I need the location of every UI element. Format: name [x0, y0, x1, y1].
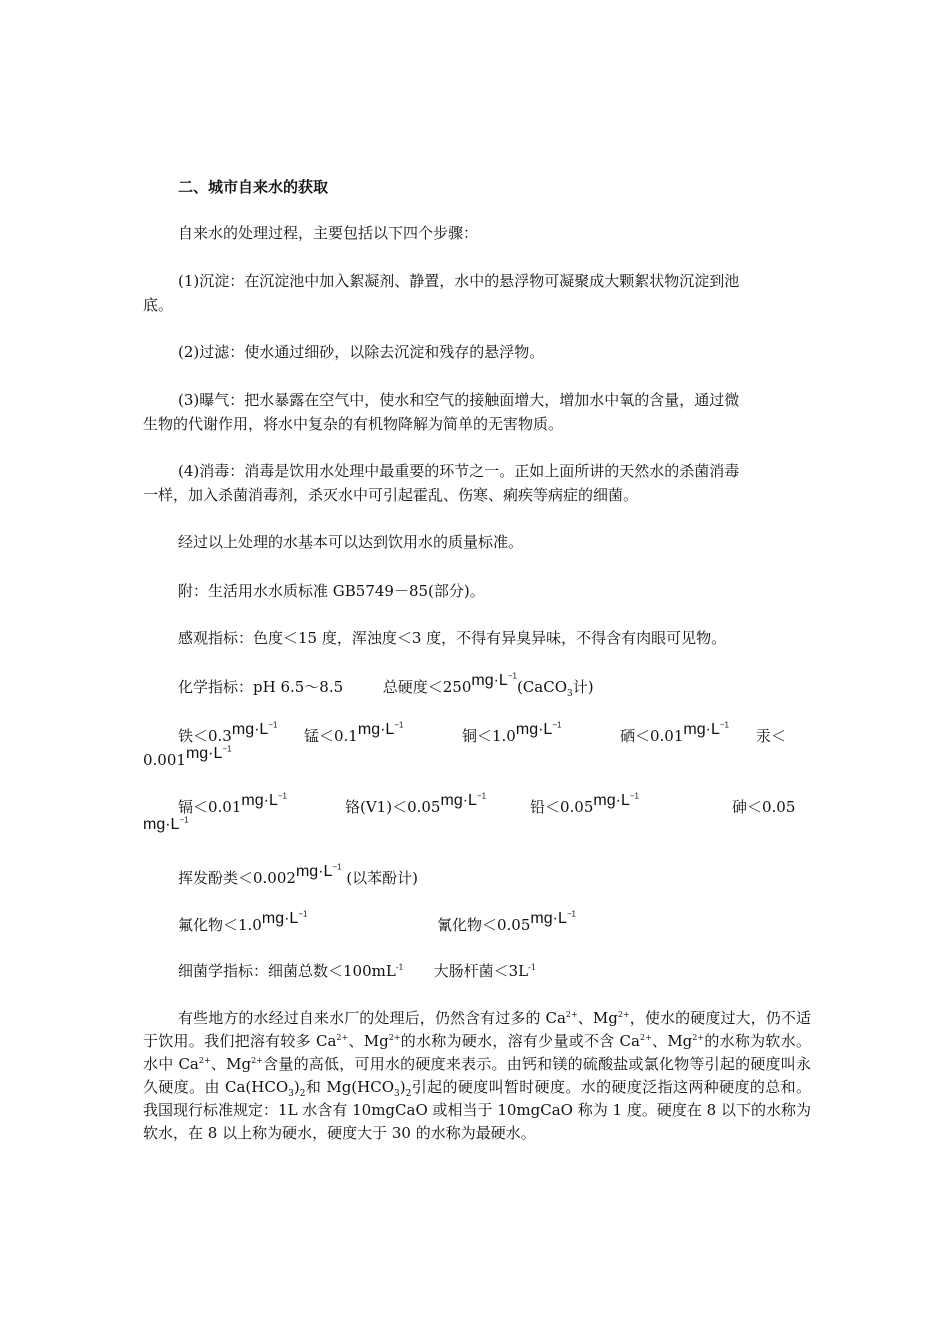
step3-line1: (3)曝气：把水暴露在空气中，使水和空气的接触面增大，增加水中氧的含量，通过微 [178, 391, 740, 409]
step3-line2: 生物的代谢作用，将水中复杂的有机物降解为简单的无害物质。 [143, 415, 564, 433]
intro-text: 自来水的处理过程，主要包括以下四个步骤： [178, 224, 479, 242]
copper-limit: 铜$<1.0mg\cdot L^{-1}$ [462, 720, 562, 745]
chemical-indicators: 化学指标：pH 6.5～8.5 总硬度$<250mg\cdot L^{-1}(CaCO_3$计) [178, 671, 594, 699]
step1-line2: 底。 [143, 296, 174, 314]
mercury-limit: $0.001mg\cdot L^{-1}$ [143, 744, 232, 769]
lead-limit: 铅$<0.05mg\cdot L^{-1}$ [530, 791, 639, 816]
appendix-text: 附：生活用水水质标准 GB5749－85(部分)。 [178, 582, 485, 600]
selenium-limit: 硒$<0.01mg\cdot L^{-1}$ [620, 720, 729, 745]
bacterial-indicators: 细菌学指标：细菌总数$<100mL^{-1}$ 大肠杆菌$<3L^{-1}$ [178, 962, 536, 980]
chromium-limit: 铬$(V1)<0.05mg\cdot L^{-1}$ [345, 791, 487, 816]
total-hardness: 总硬度＜250 [382, 678, 472, 696]
manganese-limit: 锰$<0.1mg\cdot L^{-1}$ [304, 720, 404, 745]
step1-line1: (1)沉淀：在沉淀池中加入絮凝剂、静置，水中的悬浮物可凝聚成大颗絮状物沉淀到池 [178, 272, 740, 290]
arsenic-label: 砷＜0.05 [732, 798, 796, 816]
phenol-limit: 挥发酚类$<0.002mg\cdot L^{-1}$ (以苯酚计) [178, 862, 419, 887]
step4-line1: (4)消毒：消毒是饮用水处理中最重要的环节之一。正如上面所讲的天然水的杀菌消毒 [178, 462, 740, 480]
step4-line2: 一样，加入杀菌消毒剂，杀灭水中可引起霍乱、伤寒、痢疾等病症的细菌。 [143, 486, 639, 504]
cyanide-limit: 氰化物$<0.05mg\cdot L^{-1}$ [437, 909, 576, 934]
section-heading: 二、城市自来水的获取 [178, 178, 329, 196]
step2-text: (2)过滤：使水通过细砂，以除去沉淀和残存的悬浮物。 [178, 343, 545, 361]
mercury-label: 汞＜ [756, 727, 787, 745]
arsenic-unit: $mg\cdot L^{-1}$ [143, 815, 189, 833]
sensory-indicators: 感观指标：色度＜15 度，浑浊度＜3 度，不得有异臭异味，不得含有肉眼可见物。 [178, 629, 727, 647]
summary-text: 经过以上处理的水基本可以达到饮用水的质量标准。 [178, 533, 524, 551]
hardness-paragraph: 有些地方的水经过自来水厂的处理后，仍然含有过多的 $Ca^{2+}$、$Mg^{2+}$，使水的硬度过大，仍不适于饮用。我们把溶有较多 $Ca^{2+}$、$Mg^{2+}$的水称为硬水，溶有少量或不含 $Ca^{2+}$、$Mg^{2+}$的水称为软水。水中 $Ca^{2+}$、$Mg^{2+}$含量的高低，可用水的硬度来表示。由钙和镁的硫酸盐或氯化物等引起的硬度叫永久硬度。由 $Ca(HCO_3)_2$和 $Mg(HCO_3)_2$引起的硬度叫暂时硬度。水的硬度泛指这两种硬度的总和。我国现行标准规定：1L 水含有 10mgCaO 或相当于 10mgCaO 称为 1 度。硬度在 8 以下的水称为软水，在 8 以上称为硬水，硬度大于 30 的水称为最硬水。 [143, 1009, 811, 1142]
chem-label: 化学指标：pH 6.5～8.5 [178, 678, 344, 696]
cadmium-limit: 镉$<0.01mg\cdot L^{-1}$ [178, 791, 287, 816]
fluoride-limit: 氟化物$<1.0mg\cdot L^{-1}$ [178, 909, 308, 934]
unit: $mg\cdot L^{-1}$ [471, 671, 517, 689]
iron-limit: 铁$<0.3mg\cdot L^{-1}$ [178, 720, 278, 745]
